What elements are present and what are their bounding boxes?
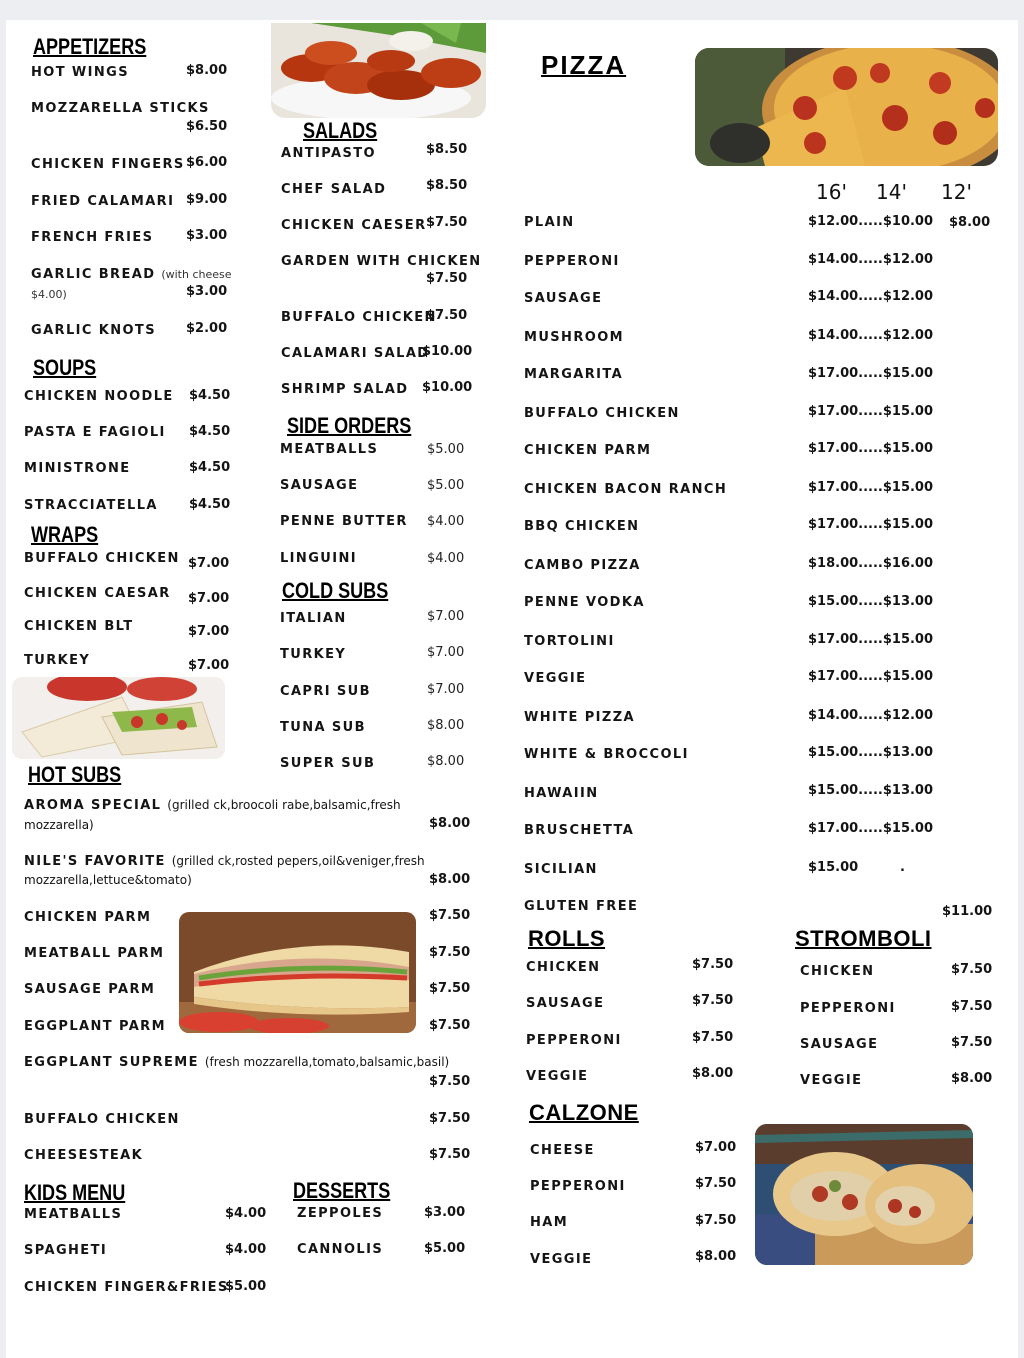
menu-item-price: $4.50 [189, 497, 231, 512]
rolls-heading: ROLLS [528, 926, 606, 951]
pizza-item-price: $15.00 [808, 860, 859, 875]
menu-item-price: $5.00 [427, 478, 465, 493]
menu-item-name: SAUSAGE PARM [24, 982, 156, 997]
pizza-item-name: GLUTEN FREE [524, 899, 639, 914]
menu-item-name: CHICKEN FINGER&FRIES [24, 1280, 229, 1295]
menu-item-price: $5.00 [225, 1279, 267, 1294]
menu-item-name: HOT WINGS [31, 65, 130, 80]
menu-item-name: VEGGIE [526, 1069, 589, 1084]
pizza-item-name: HAWAIIN [524, 786, 599, 801]
menu-item-price: $6.50 [186, 119, 228, 134]
menu-item-name: CHEF SALAD [281, 182, 387, 197]
menu-item-price: $7.50 [692, 1030, 734, 1045]
menu-item-name: PEPPERONI [530, 1179, 626, 1194]
size-14-label: 14' [876, 180, 907, 204]
menu-item-price: $7.50 [429, 1074, 471, 1089]
menu-item-name: SAUSAGE [526, 996, 605, 1011]
menu-item-name: GARLIC BREAD (with cheese [31, 267, 232, 282]
menu-item-price: $7.50 [951, 1035, 993, 1050]
menu-item-price: $7.50 [951, 962, 993, 977]
menu-item-price: $8.50 [426, 142, 468, 157]
menu-item-price: $8.00 [429, 816, 471, 831]
menu-item-name: SAUSAGE [800, 1037, 879, 1052]
wrap-photo [12, 677, 225, 759]
menu-item-name: FRIED CALAMARI [31, 194, 175, 209]
menu-item-name: CHICKEN [800, 964, 875, 979]
pizza-item-price-12: $8.00 [949, 215, 991, 230]
menu-item-price: $7.50 [951, 999, 993, 1014]
menu-item-name: SHRIMP SALAD [281, 382, 409, 397]
pizza-item-price: $15.00.....$13.00 [808, 783, 934, 798]
menu-item-name: CHICKEN BLT [24, 619, 134, 634]
menu-item-name: MEATBALLS [24, 1207, 123, 1222]
pizza-item-price: $18.00.....$16.00 [808, 556, 934, 571]
desserts-heading: DESSERTS [293, 1178, 391, 1203]
menu-item-price: $4.50 [189, 460, 231, 475]
pizza-item-name: CAMBO PIZZA [524, 558, 641, 573]
menu-item-name: MEATBALL PARM [24, 946, 165, 961]
menu-item-price: $4.50 [189, 388, 231, 403]
cold-subs-heading: COLD SUBS [282, 578, 389, 603]
calzone-heading: CALZONE [529, 1100, 639, 1125]
pizza-item-mark: . [900, 860, 905, 875]
menu-item-name: STRACCIATELLA [24, 498, 158, 513]
menu-item-price: $8.00 [427, 754, 465, 769]
size-12-label: 12' [941, 180, 972, 204]
menu-item-price: $7.00 [427, 682, 465, 697]
menu-item-name: HAM [530, 1215, 569, 1230]
menu-item-name: TURKEY [280, 647, 347, 662]
menu-item-name: PEPPERONI [526, 1033, 622, 1048]
menu-item-name: TUNA SUB [280, 720, 366, 735]
wraps-heading: WRAPS [31, 522, 99, 547]
menu-item-name: SUPER SUB [280, 756, 376, 771]
menu-item-name: MEATBALLS [280, 442, 379, 457]
pizza-item-price: $17.00.....$15.00 [808, 517, 934, 532]
pizza-item-price-12: $11.00 [942, 904, 993, 919]
menu-item-price: $7.00 [188, 624, 230, 639]
salads-heading: SALADS [303, 118, 378, 143]
pizza-item-name: CHICKEN PARM [524, 443, 652, 458]
menu-item-name: CHEESE [530, 1143, 595, 1158]
menu-item-name: CHICKEN CAESER [281, 218, 427, 233]
menu-item-name: EGGPLANT PARM [24, 1019, 166, 1034]
menu-item-price: $7.50 [692, 957, 734, 972]
menu-item-price: $8.00 [427, 718, 465, 733]
menu-item-name: CHICKEN PARM [24, 910, 152, 925]
pizza-item-name: SAUSAGE [524, 291, 603, 306]
menu-item-name: GARLIC KNOTS [31, 323, 156, 338]
pizza-item-price: $12.00.....$10.00 [808, 214, 934, 229]
menu-item-price: $9.00 [186, 192, 228, 207]
menu-item-price: $8.00 [695, 1249, 737, 1264]
menu-item-name: CHICKEN CAESAR [24, 586, 171, 601]
soups-heading: SOUPS [33, 355, 97, 380]
menu-item-price: $8.00 [951, 1071, 993, 1086]
menu-item-name: PEPPERONI [800, 1001, 896, 1016]
menu-item-price: $7.50 [429, 908, 471, 923]
pizza-item-name: WHITE PIZZA [524, 710, 636, 725]
pizza-item-price: $14.00.....$12.00 [808, 328, 934, 343]
menu-item-name: VEGGIE [530, 1252, 593, 1267]
menu-item-name: NILE'S FAVORITE (grilled ck,rosted pepers,oil&veniger,fresh [24, 854, 425, 869]
menu-item-price: $7.50 [429, 981, 471, 996]
menu-item-price: $10.00 [422, 380, 473, 395]
menu-item-name: PASTA E FAGIOLI [24, 425, 166, 440]
menu-item-name: ZEPPOLES [297, 1206, 384, 1221]
menu-item-price: $8.50 [426, 178, 468, 193]
menu-item-price: $7.00 [427, 645, 465, 660]
menu-item-name: CHICKEN [526, 960, 601, 975]
pizza-item-price: $17.00.....$15.00 [808, 366, 934, 381]
menu-item-name: EGGPLANT SUPREME (fresh mozzarella,tomato,balsamic,basil) [24, 1055, 450, 1070]
menu-item-price: $8.00 [429, 872, 471, 887]
menu-item-price: $3.00 [186, 228, 228, 243]
menu-item-price: $3.00 [186, 284, 228, 299]
menu-item-name: CANNOLIS [297, 1242, 384, 1257]
pizza-item-name: PENNE VODKA [524, 595, 645, 610]
pizza-item-name: BBQ CHICKEN [524, 519, 640, 534]
menu-item-price: $7.50 [429, 1018, 471, 1033]
menu-item-price: $7.50 [426, 308, 468, 323]
side-orders-heading: SIDE ORDERS [287, 413, 412, 438]
menu-item-name: TURKEY [24, 653, 91, 668]
menu-item-price: $7.50 [426, 215, 468, 230]
pizza-item-name: SICILIAN [524, 862, 598, 877]
menu-item-price: $7.00 [695, 1140, 737, 1155]
hot-subs-heading: HOT SUBS [28, 762, 122, 787]
kids-menu-heading: KIDS MENU [24, 1180, 126, 1205]
menu-item-price: $4.00 [225, 1206, 267, 1221]
menu-item-name: PENNE BUTTER [280, 514, 408, 529]
menu-item-note: mozzarella) [24, 818, 94, 832]
menu-item-price: $6.00 [186, 155, 228, 170]
pizza-item-name: PEPPERONI [524, 254, 620, 269]
pizza-item-price: $14.00.....$12.00 [808, 289, 934, 304]
menu-item-price: $7.50 [429, 1111, 471, 1126]
pizza-item-name: PLAIN [524, 215, 575, 230]
menu-item-name: MOZZARELLA STICKS [31, 101, 210, 116]
menu-item-price: $7.00 [188, 591, 230, 606]
menu-item-name: CHICKEN FINGERS [31, 157, 185, 172]
pizza-item-name: WHITE & BROCCOLI [524, 747, 689, 762]
menu-item-price: $8.00 [692, 1066, 734, 1081]
menu-item-name: CHICKEN NOODLE [24, 389, 174, 404]
menu-item-note: mozzarella,lettuce&tomato) [24, 873, 192, 887]
menu-item-price: $7.50 [695, 1176, 737, 1191]
menu-item-price: $4.00 [225, 1242, 267, 1257]
menu-item-name: GARDEN WITH CHICKEN [281, 254, 482, 269]
pizza-photo [695, 48, 998, 166]
pizza-item-price: $14.00.....$12.00 [808, 708, 934, 723]
menu-item-price: $8.00 [186, 63, 228, 78]
pizza-item-price: $15.00.....$13.00 [808, 745, 934, 760]
pizza-item-price: $17.00.....$15.00 [808, 480, 934, 495]
menu-item-price: $7.50 [692, 993, 734, 1008]
menu-item-price: $5.00 [424, 1241, 466, 1256]
menu-item-price: $5.00 [427, 442, 465, 457]
pizza-item-name: BUFFALO CHICKEN [524, 406, 680, 421]
pizza-item-price: $17.00.....$15.00 [808, 821, 934, 836]
pizza-item-name: MARGARITA [524, 367, 624, 382]
menu-item-name: AROMA SPECIAL (grilled ck,broocoli rabe,balsamic,fresh [24, 798, 401, 813]
menu-item-name: BUFFALO CHICKEN [281, 310, 437, 325]
menu-item-name: FRENCH FRIES [31, 230, 154, 245]
menu-item-price: $10.00 [422, 344, 473, 359]
menu-item-price: $4.00 [427, 551, 465, 566]
menu-item-price: $7.00 [188, 556, 230, 571]
menu-item-price: $2.00 [186, 321, 228, 336]
menu-item-name: MINISTRONE [24, 461, 131, 476]
menu-item-name: ITALIAN [280, 611, 347, 626]
menu-item-price: $4.00 [427, 514, 465, 529]
pizza-item-name: VEGGIE [524, 671, 587, 686]
size-16-label: 16' [816, 180, 847, 204]
pizza-item-name: TORTOLINI [524, 634, 615, 649]
pizza-item-name: CHICKEN BACON RANCH [524, 482, 728, 497]
menu-item-name: SAUSAGE [280, 478, 359, 493]
menu-item-price: $7.50 [426, 271, 468, 286]
menu-item-name: ANTIPASTO [281, 146, 376, 161]
menu-item-name: CHEESESTEAK [24, 1148, 144, 1163]
pizza-item-price: $17.00.....$15.00 [808, 404, 934, 419]
pizza-item-name: MUSHROOM [524, 330, 624, 345]
appetizers-heading: APPETIZERS [33, 34, 147, 59]
menu-item-name: SPAGHETI [24, 1243, 108, 1258]
pizza-item-price: $17.00.....$15.00 [808, 441, 934, 456]
menu-item-price: $3.00 [424, 1205, 466, 1220]
menu-item-name: LINGUINI [280, 551, 357, 566]
menu-item-name: CAPRI SUB [280, 684, 371, 699]
menu-item-price: $7.50 [695, 1213, 737, 1228]
pizza-item-name: BRUSCHETTA [524, 823, 635, 838]
calzone-photo [755, 1124, 973, 1265]
pizza-item-price: $14.00.....$12.00 [808, 252, 934, 267]
pizza-item-price: $17.00.....$15.00 [808, 669, 934, 684]
menu-item-price: $7.00 [427, 609, 465, 624]
menu-item-price: $7.50 [429, 945, 471, 960]
menu-item-price: $7.00 [188, 658, 230, 673]
menu-item-price: $7.50 [429, 1147, 471, 1162]
menu-item-name: VEGGIE [800, 1073, 863, 1088]
pizza-item-price: $17.00.....$15.00 [808, 632, 934, 647]
pizza-item-price: $15.00.....$13.00 [808, 594, 934, 609]
menu-item-name: BUFFALO CHICKEN [24, 1112, 180, 1127]
menu-item-name: CALAMARI SALAD [281, 346, 430, 361]
menu-item-price: $4.50 [189, 424, 231, 439]
menu-page [6, 20, 1018, 1358]
pizza-heading: PIZZA [541, 50, 627, 80]
menu-item-name: BUFFALO CHICKEN [24, 551, 180, 566]
hot-wings-photo [271, 23, 486, 118]
stromboli-heading: STROMBOLI [795, 926, 932, 951]
menu-item-note: $4.00) [31, 288, 67, 301]
sub-sandwich-photo [179, 912, 416, 1033]
